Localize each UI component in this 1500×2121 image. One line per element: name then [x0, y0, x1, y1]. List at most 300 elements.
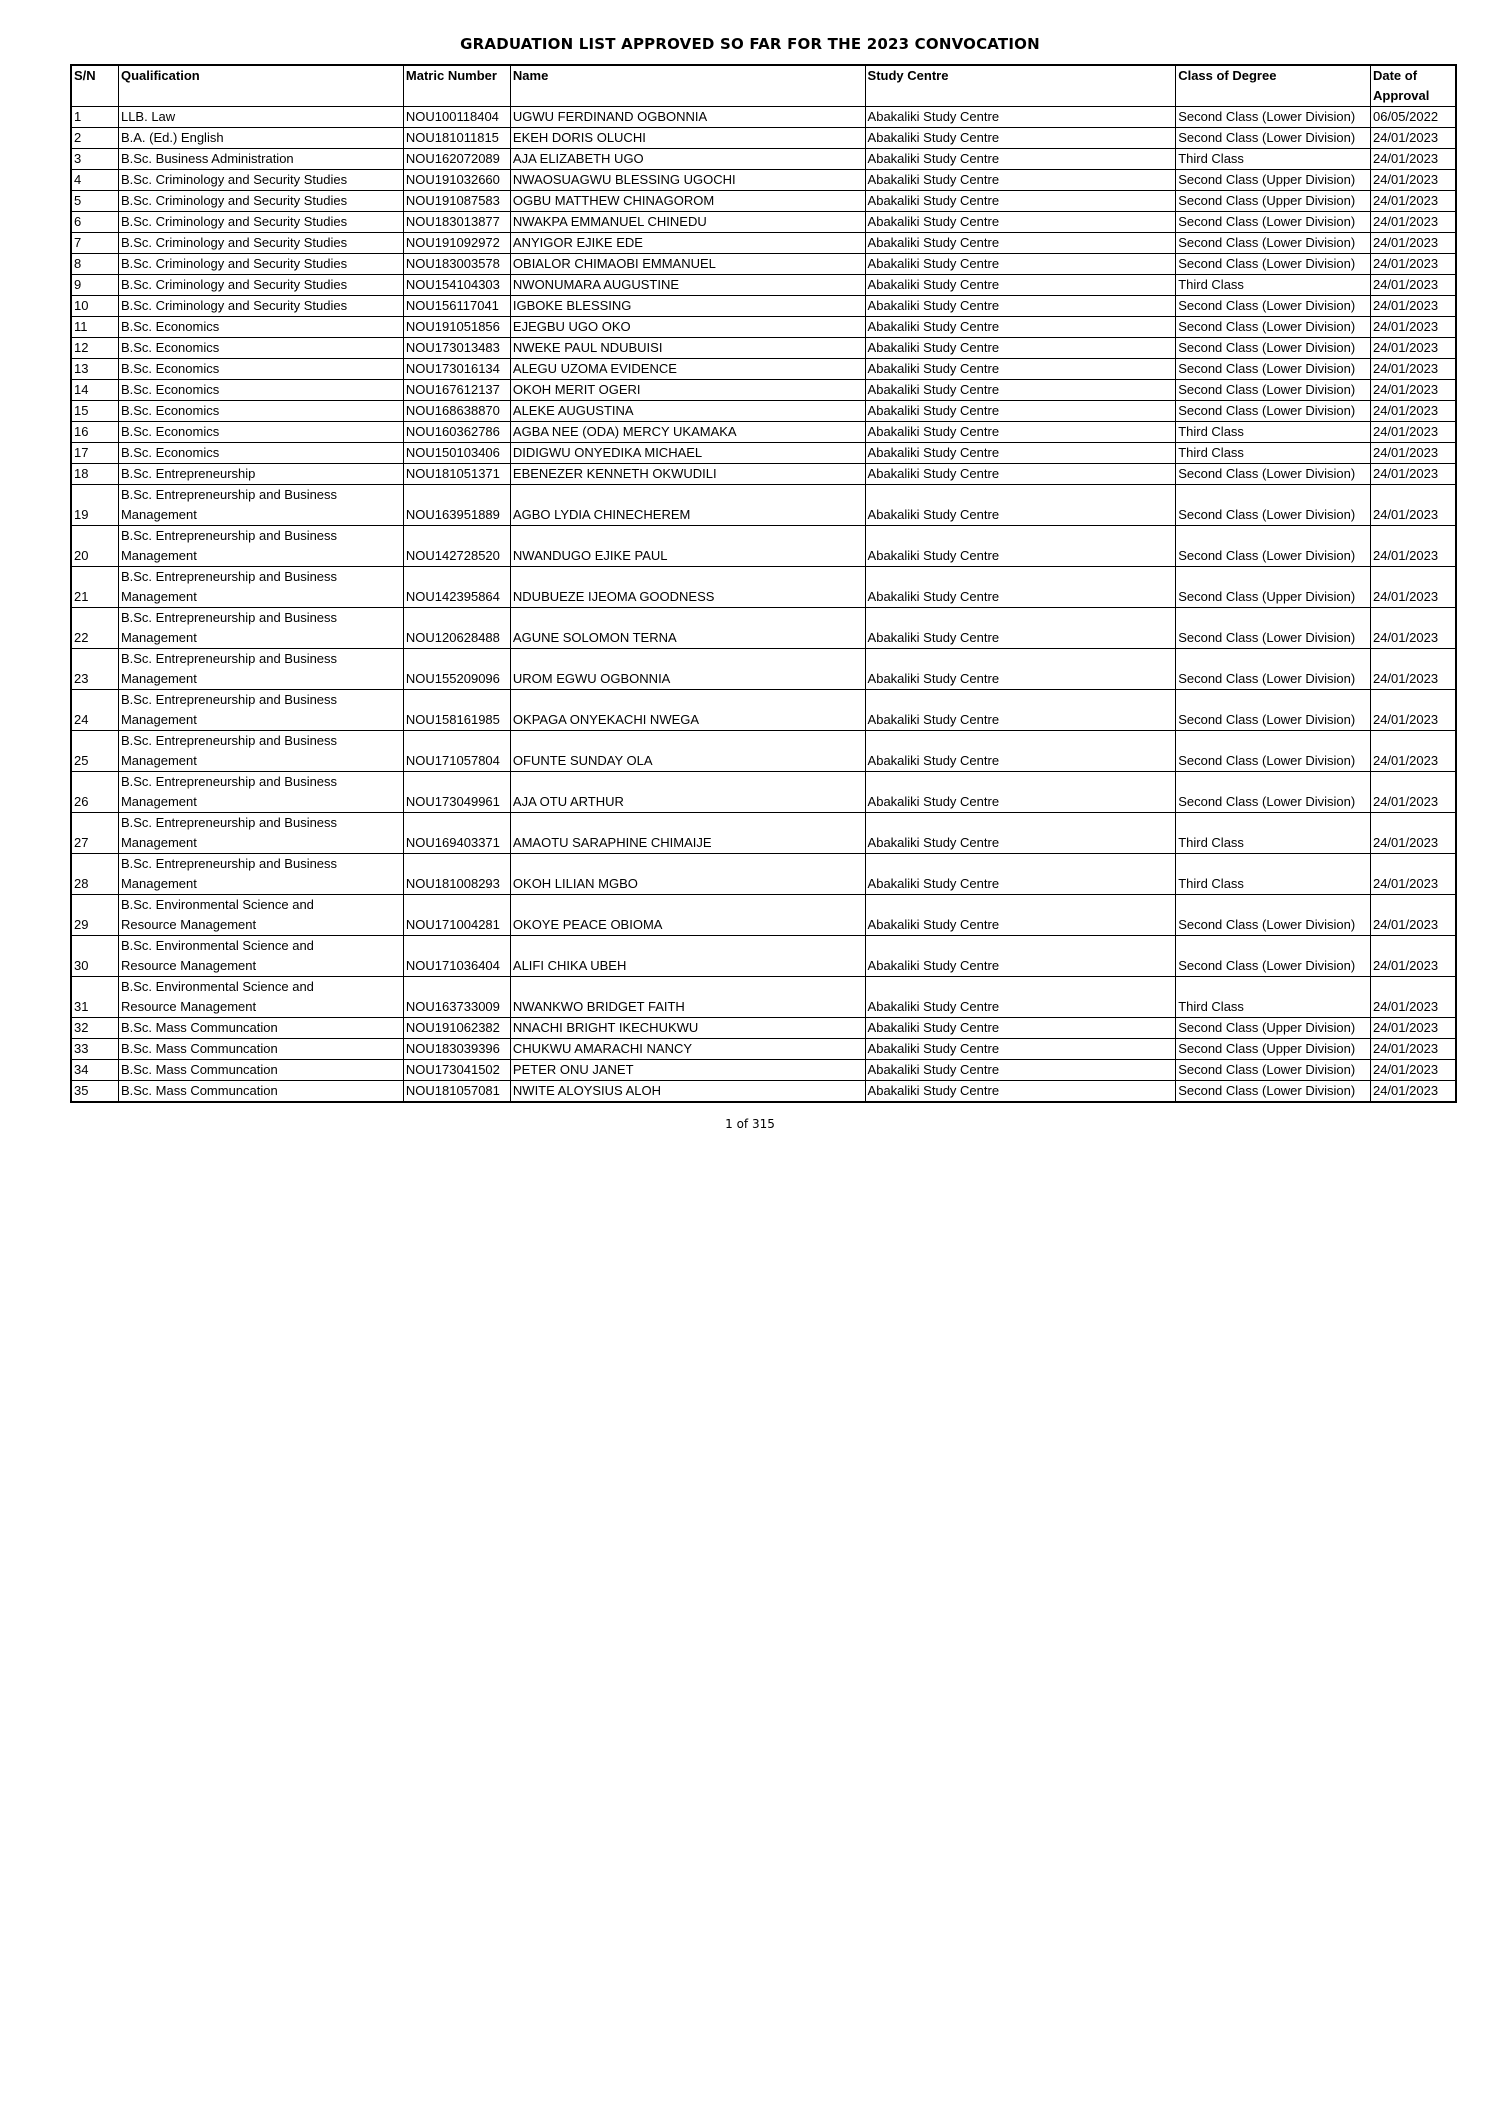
cell-qualification	[118, 338, 403, 359]
cell-date-of-approval: 24/01/2023	[1370, 401, 1456, 422]
cell-study-centre: Abakaliki Study Centre	[865, 649, 1176, 690]
cell-date-of-approval: 24/01/2023	[1370, 485, 1456, 526]
cell-class-of-degree: Second Class (Lower Division)	[1176, 464, 1371, 485]
cell-study-centre: Abakaliki Study Centre	[865, 233, 1176, 254]
table-row	[71, 690, 1456, 731]
qualification-text: B.Sc. Entrepreneurship and Business Management	[120, 610, 338, 645]
cell-sn: 17	[71, 443, 118, 464]
cell-study-centre: Abakaliki Study Centre	[865, 895, 1176, 936]
cell-class-of-degree: Second Class (Upper Division)	[1176, 170, 1371, 191]
cell-study-centre: Abakaliki Study Centre	[865, 149, 1176, 170]
cell-sn: 7	[71, 233, 118, 254]
cell-matric-number: NOU171036404	[403, 936, 510, 977]
cell-name: ANYIGOR EJIKE EDE	[510, 233, 865, 254]
header-study-centre: Study Centre	[865, 65, 1176, 107]
qualification-text: B.Sc. Criminology and Security Studies	[120, 214, 348, 229]
cell-date-of-approval: 24/01/2023	[1370, 380, 1456, 401]
cell-class-of-degree: Second Class (Lower Division)	[1176, 296, 1371, 317]
cell-name: OBIALOR CHIMAOBI EMMANUEL	[510, 254, 865, 275]
cell-class-of-degree: Third Class	[1176, 854, 1371, 895]
cell-sn: 33	[71, 1039, 118, 1060]
page-number: 1 of 315	[725, 1117, 775, 1131]
cell-class-of-degree: Second Class (Lower Division)	[1176, 1081, 1371, 1103]
qualification-text: B.Sc. Economics	[120, 340, 220, 355]
cell-name: IGBOKE BLESSING	[510, 296, 865, 317]
cell-class-of-degree: Second Class (Lower Division)	[1176, 359, 1371, 380]
cell-qualification	[118, 1039, 403, 1060]
cell-date-of-approval: 24/01/2023	[1370, 170, 1456, 191]
table-body	[71, 107, 1456, 1103]
cell-qualification	[118, 233, 403, 254]
cell-class-of-degree: Second Class (Lower Division)	[1176, 526, 1371, 567]
cell-study-centre: Abakaliki Study Centre	[865, 128, 1176, 149]
cell-matric-number: NOU183013877	[403, 212, 510, 233]
cell-matric-number: NOU100118404	[403, 107, 510, 128]
table-row	[71, 107, 1456, 128]
table-row	[71, 338, 1456, 359]
cell-class-of-degree: Second Class (Lower Division)	[1176, 649, 1371, 690]
cell-name: AGUNE SOLOMON TERNA	[510, 608, 865, 649]
cell-study-centre: Abakaliki Study Centre	[865, 443, 1176, 464]
qualification-text: B.Sc. Entrepreneurship and Business Management	[120, 733, 338, 768]
cell-qualification	[118, 443, 403, 464]
cell-class-of-degree: Second Class (Upper Division)	[1176, 567, 1371, 608]
cell-class-of-degree: Third Class	[1176, 149, 1371, 170]
qualification-text: B.Sc. Economics	[120, 319, 220, 334]
cell-qualification	[118, 772, 403, 813]
cell-qualification	[118, 149, 403, 170]
cell-matric-number: NOU163951889	[403, 485, 510, 526]
cell-sn: 10	[71, 296, 118, 317]
cell-class-of-degree: Third Class	[1176, 813, 1371, 854]
cell-qualification	[118, 690, 403, 731]
cell-matric-number: NOU173013483	[403, 338, 510, 359]
cell-sn: 12	[71, 338, 118, 359]
cell-qualification	[118, 212, 403, 233]
header-name: Name	[510, 65, 865, 107]
cell-study-centre: Abakaliki Study Centre	[865, 317, 1176, 338]
table-row	[71, 649, 1456, 690]
cell-study-centre: Abakaliki Study Centre	[865, 567, 1176, 608]
cell-name: OFUNTE SUNDAY OLA	[510, 731, 865, 772]
cell-qualification	[118, 254, 403, 275]
cell-date-of-approval: 24/01/2023	[1370, 813, 1456, 854]
cell-matric-number: NOU142395864	[403, 567, 510, 608]
cell-sn: 25	[71, 731, 118, 772]
cell-matric-number: NOU181008293	[403, 854, 510, 895]
cell-matric-number: NOU181051371	[403, 464, 510, 485]
table-row	[71, 1018, 1456, 1039]
qualification-text: B.Sc. Entrepreneurship and Business Management	[120, 651, 338, 686]
cell-class-of-degree: Third Class	[1176, 422, 1371, 443]
cell-date-of-approval: 06/05/2022	[1370, 107, 1456, 128]
cell-qualification	[118, 854, 403, 895]
cell-qualification	[118, 296, 403, 317]
cell-name: NWITE ALOYSIUS ALOH	[510, 1081, 865, 1103]
table-row	[71, 128, 1456, 149]
table-row	[71, 895, 1456, 936]
cell-name: AJA ELIZABETH UGO	[510, 149, 865, 170]
qualification-text: B.Sc. Mass Communcation	[120, 1020, 278, 1035]
qualification-text: B.Sc. Criminology and Security Studies	[120, 235, 348, 250]
cell-name: AGBO LYDIA CHINECHEREM	[510, 485, 865, 526]
cell-matric-number: NOU173016134	[403, 359, 510, 380]
cell-matric-number: NOU181057081	[403, 1081, 510, 1103]
cell-name: NWANDUGO EJIKE PAUL	[510, 526, 865, 567]
cell-study-centre: Abakaliki Study Centre	[865, 380, 1176, 401]
cell-class-of-degree: Second Class (Lower Division)	[1176, 380, 1371, 401]
table-row	[71, 275, 1456, 296]
cell-date-of-approval: 24/01/2023	[1370, 443, 1456, 464]
cell-name: OGBU MATTHEW CHINAGOROM	[510, 191, 865, 212]
qualification-text: B.Sc. Criminology and Security Studies	[120, 298, 348, 313]
cell-date-of-approval: 24/01/2023	[1370, 936, 1456, 977]
qualification-text: B.Sc. Economics	[120, 445, 220, 460]
cell-qualification	[118, 731, 403, 772]
cell-date-of-approval: 24/01/2023	[1370, 567, 1456, 608]
cell-study-centre: Abakaliki Study Centre	[865, 191, 1176, 212]
cell-sn: 13	[71, 359, 118, 380]
cell-sn: 31	[71, 977, 118, 1018]
cell-matric-number: NOU163733009	[403, 977, 510, 1018]
cell-study-centre: Abakaliki Study Centre	[865, 977, 1176, 1018]
cell-qualification	[118, 1018, 403, 1039]
qualification-text: B.Sc. Mass Communcation	[120, 1041, 278, 1056]
cell-date-of-approval: 24/01/2023	[1370, 296, 1456, 317]
cell-name: EBENEZER KENNETH OKWUDILI	[510, 464, 865, 485]
cell-name: UGWU FERDINAND OGBONNIA	[510, 107, 865, 128]
cell-class-of-degree: Third Class	[1176, 977, 1371, 1018]
cell-date-of-approval: 24/01/2023	[1370, 895, 1456, 936]
qualification-text: B.Sc. Criminology and Security Studies	[120, 277, 348, 292]
cell-sn: 32	[71, 1018, 118, 1039]
cell-class-of-degree: Second Class (Lower Division)	[1176, 401, 1371, 422]
cell-study-centre: Abakaliki Study Centre	[865, 936, 1176, 977]
cell-date-of-approval: 24/01/2023	[1370, 1060, 1456, 1081]
cell-date-of-approval: 24/01/2023	[1370, 526, 1456, 567]
cell-sn: 15	[71, 401, 118, 422]
cell-matric-number: NOU160362786	[403, 422, 510, 443]
cell-qualification	[118, 191, 403, 212]
cell-qualification	[118, 170, 403, 191]
cell-study-centre: Abakaliki Study Centre	[865, 338, 1176, 359]
cell-matric-number: NOU191087583	[403, 191, 510, 212]
cell-sn: 3	[71, 149, 118, 170]
cell-date-of-approval: 24/01/2023	[1370, 1018, 1456, 1039]
cell-name: OKPAGA ONYEKACHI NWEGA	[510, 690, 865, 731]
table-row	[71, 254, 1456, 275]
cell-date-of-approval: 24/01/2023	[1370, 608, 1456, 649]
cell-name: NWONUMARA AUGUSTINE	[510, 275, 865, 296]
cell-class-of-degree: Second Class (Lower Division)	[1176, 485, 1371, 526]
cell-date-of-approval: 24/01/2023	[1370, 233, 1456, 254]
cell-study-centre: Abakaliki Study Centre	[865, 359, 1176, 380]
cell-name: OKOH MERIT OGERI	[510, 380, 865, 401]
cell-sn: 26	[71, 772, 118, 813]
cell-study-centre: Abakaliki Study Centre	[865, 731, 1176, 772]
table-row	[71, 567, 1456, 608]
cell-name: EKEH DORIS OLUCHI	[510, 128, 865, 149]
qualification-text: B.Sc. Business Administration	[120, 151, 294, 166]
cell-class-of-degree: Second Class (Lower Division)	[1176, 731, 1371, 772]
cell-name: ALEGU UZOMA EVIDENCE	[510, 359, 865, 380]
qualification-text: B.Sc. Mass Communcation	[120, 1083, 278, 1098]
cell-name: UROM EGWU OGBONNIA	[510, 649, 865, 690]
qualification-text: B.Sc. Environmental Science and Resource Management	[120, 979, 314, 1014]
cell-sn: 29	[71, 895, 118, 936]
cell-date-of-approval: 24/01/2023	[1370, 149, 1456, 170]
cell-matric-number: NOU162072089	[403, 149, 510, 170]
cell-matric-number: NOU158161985	[403, 690, 510, 731]
cell-class-of-degree: Third Class	[1176, 275, 1371, 296]
cell-study-centre: Abakaliki Study Centre	[865, 1060, 1176, 1081]
cell-study-centre: Abakaliki Study Centre	[865, 813, 1176, 854]
cell-name: EJEGBU UGO OKO	[510, 317, 865, 338]
cell-qualification	[118, 485, 403, 526]
cell-matric-number: NOU183039396	[403, 1039, 510, 1060]
cell-date-of-approval: 24/01/2023	[1370, 128, 1456, 149]
cell-matric-number: NOU154104303	[403, 275, 510, 296]
table-row	[71, 212, 1456, 233]
header-sn: S/N	[71, 65, 118, 107]
table-row	[71, 526, 1456, 567]
qualification-text: B.Sc. Entrepreneurship and Business Management	[120, 815, 338, 850]
cell-name: AGBA NEE (ODA) MERCY UKAMAKA	[510, 422, 865, 443]
cell-matric-number: NOU156117041	[403, 296, 510, 317]
cell-qualification	[118, 608, 403, 649]
cell-qualification	[118, 526, 403, 567]
cell-matric-number: NOU167612137	[403, 380, 510, 401]
table-row	[71, 380, 1456, 401]
table-row	[71, 191, 1456, 212]
cell-date-of-approval: 24/01/2023	[1370, 854, 1456, 895]
cell-matric-number: NOU191051856	[403, 317, 510, 338]
cell-study-centre: Abakaliki Study Centre	[865, 212, 1176, 233]
qualification-text: B.Sc. Entrepreneurship	[120, 466, 256, 481]
table-row	[71, 1060, 1456, 1081]
qualification-text: B.Sc. Economics	[120, 382, 220, 397]
cell-date-of-approval: 24/01/2023	[1370, 1081, 1456, 1103]
cell-qualification	[118, 977, 403, 1018]
table-header-row	[71, 65, 1456, 107]
table-row	[71, 608, 1456, 649]
table-row	[71, 443, 1456, 464]
cell-class-of-degree: Second Class (Upper Division)	[1176, 1039, 1371, 1060]
cell-study-centre: Abakaliki Study Centre	[865, 485, 1176, 526]
cell-class-of-degree: Second Class (Lower Division)	[1176, 107, 1371, 128]
table-row	[71, 233, 1456, 254]
cell-matric-number: NOU173049961	[403, 772, 510, 813]
graduation-table	[70, 64, 1457, 1103]
cell-qualification	[118, 649, 403, 690]
cell-qualification	[118, 567, 403, 608]
cell-qualification	[118, 128, 403, 149]
qualification-text: B.Sc. Entrepreneurship and Business Management	[120, 692, 338, 727]
cell-class-of-degree: Second Class (Upper Division)	[1176, 1018, 1371, 1039]
header-date-of-approval: Date of Approval	[1370, 65, 1456, 107]
cell-date-of-approval: 24/01/2023	[1370, 254, 1456, 275]
cell-sn: 9	[71, 275, 118, 296]
cell-date-of-approval: 24/01/2023	[1370, 772, 1456, 813]
cell-qualification	[118, 359, 403, 380]
cell-qualification	[118, 1060, 403, 1081]
qualification-text: B.Sc. Entrepreneurship and Business Management	[120, 856, 338, 891]
table-row	[71, 813, 1456, 854]
cell-sn: 20	[71, 526, 118, 567]
cell-date-of-approval: 24/01/2023	[1370, 464, 1456, 485]
table-row	[71, 401, 1456, 422]
cell-name: ALEKE AUGUSTINA	[510, 401, 865, 422]
cell-class-of-degree: Second Class (Lower Division)	[1176, 317, 1371, 338]
cell-name: DIDIGWU ONYEDIKA MICHAEL	[510, 443, 865, 464]
cell-sn: 24	[71, 690, 118, 731]
cell-sn: 23	[71, 649, 118, 690]
cell-sn: 28	[71, 854, 118, 895]
cell-class-of-degree: Second Class (Lower Division)	[1176, 128, 1371, 149]
cell-qualification	[118, 401, 403, 422]
cell-class-of-degree: Third Class	[1176, 443, 1371, 464]
qualification-text: B.Sc. Criminology and Security Studies	[120, 256, 348, 271]
cell-matric-number: NOU183003578	[403, 254, 510, 275]
qualification-text: LLB. Law	[120, 109, 176, 124]
cell-study-centre: Abakaliki Study Centre	[865, 170, 1176, 191]
cell-name: NWAOSUAGWU BLESSING UGOCHI	[510, 170, 865, 191]
cell-name: NNACHI BRIGHT IKECHUKWU	[510, 1018, 865, 1039]
cell-date-of-approval: 24/01/2023	[1370, 1039, 1456, 1060]
table-row	[71, 317, 1456, 338]
cell-sn: 14	[71, 380, 118, 401]
cell-matric-number: NOU191092972	[403, 233, 510, 254]
cell-study-centre: Abakaliki Study Centre	[865, 401, 1176, 422]
cell-class-of-degree: Second Class (Lower Division)	[1176, 608, 1371, 649]
cell-study-centre: Abakaliki Study Centre	[865, 526, 1176, 567]
cell-class-of-degree: Second Class (Lower Division)	[1176, 233, 1371, 254]
cell-name: AMAOTU SARAPHINE CHIMAIJE	[510, 813, 865, 854]
cell-matric-number: NOU191032660	[403, 170, 510, 191]
cell-date-of-approval: 24/01/2023	[1370, 690, 1456, 731]
cell-qualification	[118, 1081, 403, 1103]
cell-sn: 34	[71, 1060, 118, 1081]
cell-qualification	[118, 464, 403, 485]
cell-class-of-degree: Second Class (Lower Division)	[1176, 772, 1371, 813]
cell-sn: 19	[71, 485, 118, 526]
cell-name: PETER ONU JANET	[510, 1060, 865, 1081]
table-row	[71, 1039, 1456, 1060]
cell-matric-number: NOU150103406	[403, 443, 510, 464]
cell-class-of-degree: Second Class (Lower Division)	[1176, 338, 1371, 359]
table-row	[71, 359, 1456, 380]
cell-sn: 30	[71, 936, 118, 977]
qualification-text: B.Sc. Mass Communcation	[120, 1062, 278, 1077]
cell-class-of-degree: Second Class (Lower Division)	[1176, 936, 1371, 977]
cell-study-centre: Abakaliki Study Centre	[865, 275, 1176, 296]
cell-sn: 21	[71, 567, 118, 608]
qualification-text: B.Sc. Entrepreneurship and Business Management	[120, 774, 338, 809]
cell-date-of-approval: 24/01/2023	[1370, 338, 1456, 359]
cell-class-of-degree: Second Class (Lower Division)	[1176, 254, 1371, 275]
qualification-text: B.Sc. Entrepreneurship and Business Management	[120, 487, 338, 522]
cell-matric-number: NOU191062382	[403, 1018, 510, 1039]
cell-study-centre: Abakaliki Study Centre	[865, 422, 1176, 443]
cell-date-of-approval: 24/01/2023	[1370, 275, 1456, 296]
cell-name: ALIFI CHIKA UBEH	[510, 936, 865, 977]
cell-study-centre: Abakaliki Study Centre	[865, 1039, 1176, 1060]
cell-class-of-degree: Second Class (Lower Division)	[1176, 690, 1371, 731]
cell-sn: 1	[71, 107, 118, 128]
cell-qualification	[118, 380, 403, 401]
table-row	[71, 422, 1456, 443]
cell-sn: 16	[71, 422, 118, 443]
cell-name: NDUBUEZE IJEOMA GOODNESS	[510, 567, 865, 608]
cell-sn: 18	[71, 464, 118, 485]
cell-class-of-degree: Second Class (Lower Division)	[1176, 212, 1371, 233]
table-row	[71, 1081, 1456, 1103]
cell-sn: 4	[71, 170, 118, 191]
cell-sn: 35	[71, 1081, 118, 1103]
cell-name: AJA OTU ARTHUR	[510, 772, 865, 813]
table-row	[71, 296, 1456, 317]
cell-class-of-degree: Second Class (Lower Division)	[1176, 1060, 1371, 1081]
cell-matric-number: NOU142728520	[403, 526, 510, 567]
cell-sn: 6	[71, 212, 118, 233]
qualification-text: B.Sc. Criminology and Security Studies	[120, 193, 348, 208]
table-row	[71, 854, 1456, 895]
cell-class-of-degree: Second Class (Lower Division)	[1176, 895, 1371, 936]
cell-name: NWEKE PAUL NDUBUISI	[510, 338, 865, 359]
cell-study-centre: Abakaliki Study Centre	[865, 107, 1176, 128]
cell-sn: 2	[71, 128, 118, 149]
cell-study-centre: Abakaliki Study Centre	[865, 772, 1176, 813]
cell-matric-number: NOU169403371	[403, 813, 510, 854]
cell-qualification	[118, 317, 403, 338]
table-row	[71, 464, 1456, 485]
cell-study-centre: Abakaliki Study Centre	[865, 296, 1176, 317]
document-title: GRADUATION LIST APPROVED SO FAR FOR THE 2023 CONVOCATION	[460, 35, 1040, 53]
cell-study-centre: Abakaliki Study Centre	[865, 464, 1176, 485]
cell-name: OKOH LILIAN MGBO	[510, 854, 865, 895]
cell-date-of-approval: 24/01/2023	[1370, 212, 1456, 233]
cell-study-centre: Abakaliki Study Centre	[865, 1081, 1176, 1103]
cell-sn: 11	[71, 317, 118, 338]
cell-date-of-approval: 24/01/2023	[1370, 977, 1456, 1018]
qualification-text: B.Sc. Entrepreneurship and Business Management	[120, 569, 338, 604]
cell-qualification	[118, 107, 403, 128]
cell-sn: 5	[71, 191, 118, 212]
qualification-text: B.Sc. Economics	[120, 403, 220, 418]
cell-class-of-degree: Second Class (Upper Division)	[1176, 191, 1371, 212]
qualification-text: B.Sc. Economics	[120, 361, 220, 376]
cell-qualification	[118, 895, 403, 936]
cell-date-of-approval: 24/01/2023	[1370, 191, 1456, 212]
cell-date-of-approval: 24/01/2023	[1370, 422, 1456, 443]
cell-qualification	[118, 813, 403, 854]
qualification-text: B.A. (Ed.) English	[120, 130, 224, 145]
cell-name: NWAKPA EMMANUEL CHINEDU	[510, 212, 865, 233]
table-row	[71, 149, 1456, 170]
cell-matric-number: NOU171057804	[403, 731, 510, 772]
table-row	[71, 977, 1456, 1018]
qualification-text: B.Sc. Economics	[120, 424, 220, 439]
cell-study-centre: Abakaliki Study Centre	[865, 254, 1176, 275]
qualification-text: B.Sc. Entrepreneurship and Business Management	[120, 528, 338, 563]
table-row	[71, 772, 1456, 813]
cell-matric-number: NOU181011815	[403, 128, 510, 149]
cell-qualification	[118, 275, 403, 296]
cell-name: NWANKWO BRIDGET FAITH	[510, 977, 865, 1018]
table-row	[71, 485, 1456, 526]
cell-date-of-approval: 24/01/2023	[1370, 317, 1456, 338]
cell-study-centre: Abakaliki Study Centre	[865, 608, 1176, 649]
